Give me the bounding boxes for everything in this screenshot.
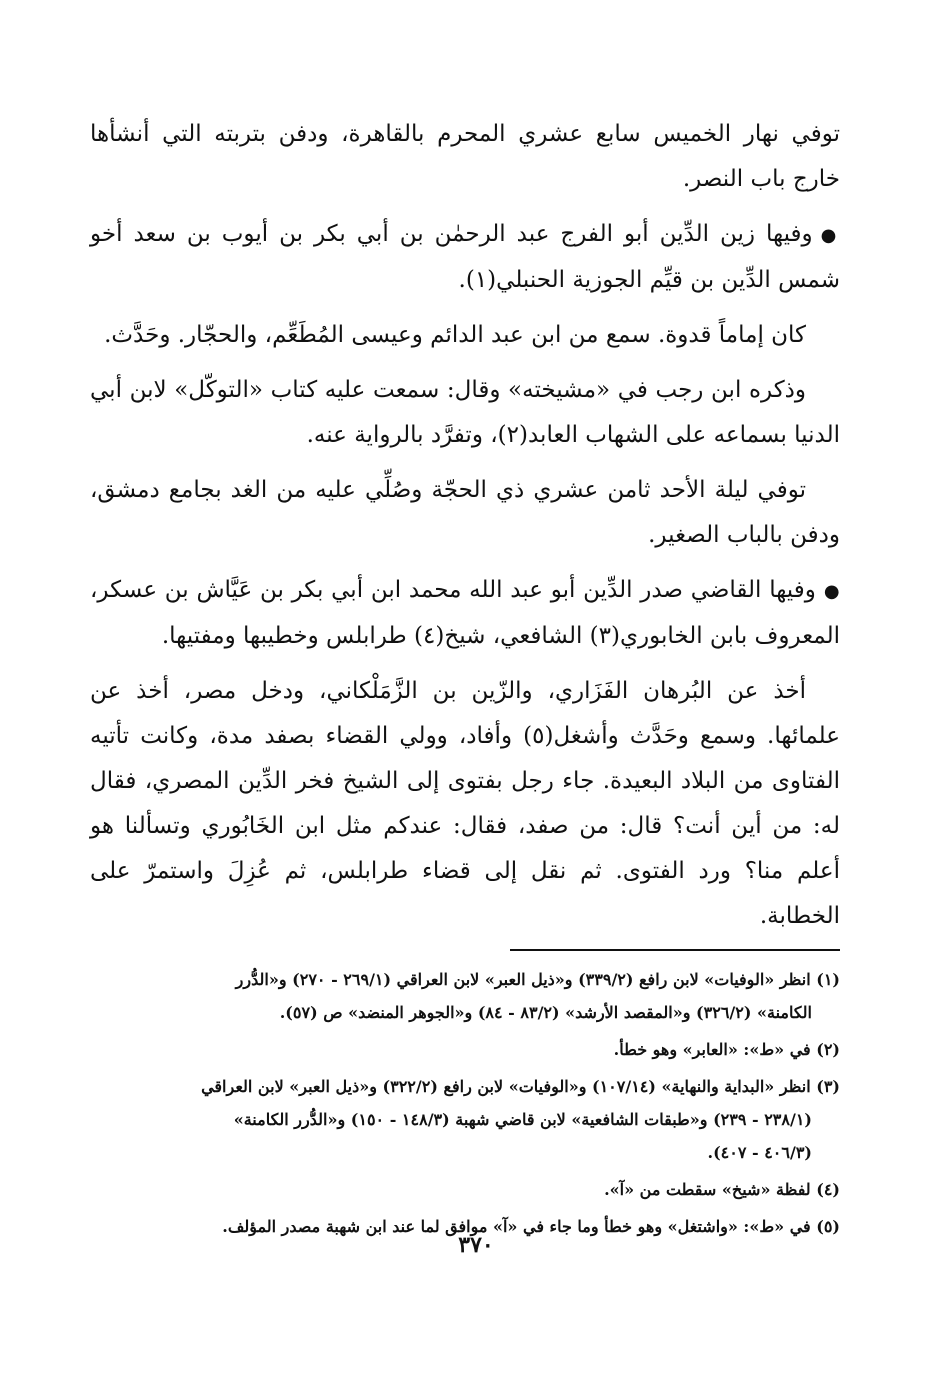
paragraph-4 xyxy=(90,368,840,458)
footnote-line: (٤) لفظة «شيخ» سقطت من «آ». xyxy=(604,1180,840,1199)
footnote-line: الكامنة» (٣٢٦/٢) و«المقصد الأرشد» (٨٣/٢ - ٨٤) و«الجوهر المنضد» ص (٥٧). xyxy=(279,1003,812,1022)
paragraph-text: توفي ليلة الأحد ثامن عشري ذي الحجّة وصُلِّي عليه من الغد بجامع دمشق، ودفن بالباب الصغير. xyxy=(90,477,840,548)
paragraph-2 xyxy=(90,212,840,303)
footnotes xyxy=(90,963,840,1243)
paragraph-text: كان إماماً قدوة. سمع من ابن عبد الدائم وعيسى المُطَعِّم، والحجّار. وحَدَّث. xyxy=(104,322,806,348)
footnote-4 xyxy=(90,1173,840,1206)
paragraph-text: وفيها زين الدِّين أبو الفرج عبد الرحمٰن بن أبي بكر بن أيوب بن سعد أخو شمس الدِّين بن قيِّم الجوزية الحنبلي(١). xyxy=(90,221,840,293)
footnote-1 xyxy=(90,963,840,1029)
footnote-line: (٤٠٦/٣ - ٤٠٧). xyxy=(707,1143,812,1162)
footnote-separator xyxy=(510,949,840,951)
paragraph-text: أخذ عن البُرهان الفَزَاري، والزّين بن الزَّمَلْكاني، ودخل مصر، أخذ عن علمائها. وسمع وحَدَّث وأشغل(٥) وأفاد، وولي القضاء بصفد مدة، وكانت تأتيه الفتاوى من البلاد البعيدة. جاء رجل بفتوى إلى الشيخ فخر الدِّين المصري، فقال له: من أين أنت؟ قال: من صفد، فقال: عندكم مثل ابن الخَابُوري وتسألنا هو أعلم منا؟ ورد الفتوى. ثم نقل إلى قضاء طرابلس، ثم عُزِلَ واستمرّ على الخطابة. xyxy=(90,678,841,929)
footnote-line: (٥) في «ط»: «واشتغل» وهو خطأ وما جاء في «آ» موافق لما عند ابن شهبة مصدر المؤلف. xyxy=(222,1217,840,1236)
footnote-line: (٢) في «ط»: «العابر» وهو خطأ. xyxy=(613,1040,840,1059)
paragraph-text: توفي نهار الخميس سابع عشري المحرم بالقاهرة، ودفن بتربته التي أنشأها خارج باب النصر. xyxy=(90,121,840,192)
footnote-3 xyxy=(90,1070,840,1169)
footnote-line: (٣) انظر «البداية والنهاية» (١٠٧/١٤) و«الوفيات» لابن رافع (٣٢٢/٢) و«ذيل العبر» لابن العراقي xyxy=(201,1077,840,1096)
paragraph-text: وذكره ابن رجب في «مشيخته» وقال: سمعت عليه كتاب «التوكّل» لابن أبي الدنيا بسماعه على الشهاب العابد(٢)، وتفرَّد بالرواية عنه. xyxy=(90,377,840,448)
black-circle-bullet-icon: ● xyxy=(820,225,841,246)
paragraph-6 xyxy=(90,568,840,659)
paragraph-7 xyxy=(90,669,840,939)
page-number: ٣٧٠ xyxy=(458,1232,494,1258)
footnote-line: (١) انظر «الوفيات» لابن رافع (٣٣٩/٢) و«ذيل العبر» لابن العراقي (٢٦٩/١ - ٢٧٠) و«الدُّرر xyxy=(235,970,840,989)
page-body xyxy=(90,112,840,1247)
paragraph-1 xyxy=(90,112,840,202)
black-circle-bullet-icon: ● xyxy=(823,581,840,602)
paragraph-5 xyxy=(90,468,840,558)
footnote-2 xyxy=(90,1033,840,1066)
footnote-line: (٢٣٨/١ - ٢٣٩) و«طبقات الشافعية» لابن قاضي شهبة (١٤٨/٣ - ١٥٠) و«الدُّرر الكامنة» xyxy=(233,1110,812,1129)
main-text xyxy=(90,112,840,939)
paragraph-text: وفيها القاضي صدر الدِّين أبو عبد الله محمد ابن أبي بكر بن عَيَّاش بن عسكر، المعروف بابن الخابوري(٣) الشافعي، شيخ(٤) طرابلس وخطيبها ومفتيها. xyxy=(90,577,840,649)
paragraph-3 xyxy=(90,313,840,358)
